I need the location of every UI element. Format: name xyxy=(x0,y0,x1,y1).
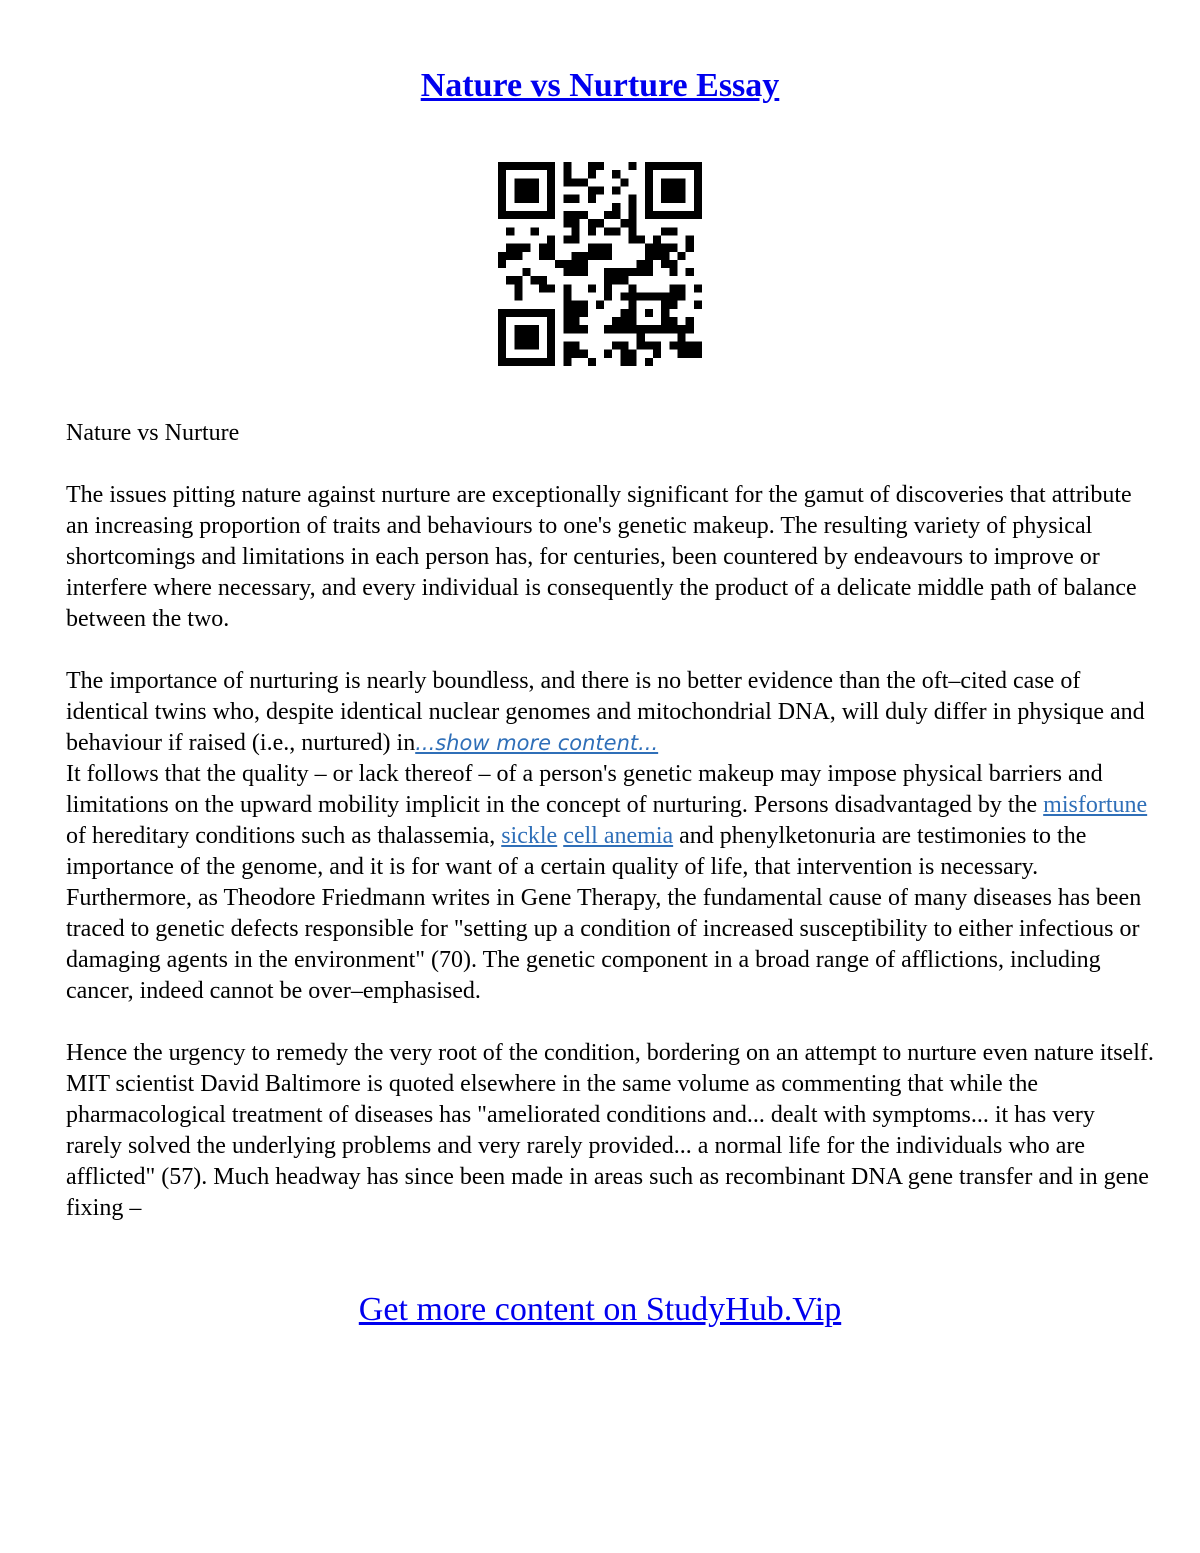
show-more-link[interactable]: ...show more content... xyxy=(415,731,659,755)
essay-title-link[interactable]: Nature vs Nurture Essay xyxy=(420,67,780,104)
paragraph-1: The issues pitting nature against nurture are exceptionally significant for the gamut of discoveries that attribute an increasing proportion of traits and behaviours to one's genetic makeup. The resulting variety of physical shortcomings and limitations in each person has, for centuries, been countered by endeavours to improve or interfere where necessary, and every individual is consequently the product of a delicate middle path of balance between the two. xyxy=(66,482,1137,632)
sickle-link[interactable]: sickle xyxy=(501,823,558,849)
get-more-content-link[interactable]: Get more content on StudyHub.Vip xyxy=(358,1291,842,1328)
paragraph-3 xyxy=(66,759,1156,1007)
footer xyxy=(0,1288,1200,1332)
paragraph-3-text-b: of hereditary conditions such as thalassemia, xyxy=(66,823,502,849)
paragraph-2 xyxy=(66,666,1156,759)
cell-anemia-link[interactable]: cell anemia xyxy=(563,823,674,849)
essay-title xyxy=(0,62,1200,110)
essay-body xyxy=(66,418,1156,1224)
essay-heading: Nature vs Nurture xyxy=(66,420,240,446)
paragraph-2-text: The importance of nurturing is nearly boundless, and there is no better evidence than the oft–cited case of identical twins who, despite identical nuclear genomes and mitochondrial DNA, will duly differ in physique and behaviour if raised (i.e., nurtured) in xyxy=(66,668,1145,756)
paragraph-3-text-c: and phenylketonuria are testimonies to the importance of the genome, and it is for want of a certain quality of life, that intervention is necessary. Furthermore, as Theodore Friedmann writes in Gene Therapy, the fundamental cause of many diseases has been traced to genetic defects responsible for "setting up a condition of increased susceptibility to either infectious or damaging agents in the environment" (70). The genetic component in a broad range of afflictions, including cancer, indeed cannot be over–emphasised. xyxy=(66,823,1142,1004)
paragraph-4: Hence the urgency to remedy the very root of the condition, bordering on an attempt to nurture even nature itself. MIT scientist David Baltimore is quoted elsewhere in the same volume as commenting that while the pharmacological treatment of diseases has "ameliorated conditions and... dealt with symptoms... it has very rarely solved the underlying problems and very rarely provided... a normal life for the individuals who are afflicted" (57). Much headway has since been made in areas such as recombinant DNA gene transfer and in gene fixing – xyxy=(66,1040,1154,1221)
paragraph-3-text-a: It follows that the quality – or lack thereof – of a person's genetic makeup may impose physical barriers and limitations on the upward mobility implicit in the concept of nurturing. Persons disadvantaged by the xyxy=(66,761,1103,818)
misfortune-link[interactable]: misfortune xyxy=(1043,792,1148,818)
qr-code-icon xyxy=(498,162,702,366)
